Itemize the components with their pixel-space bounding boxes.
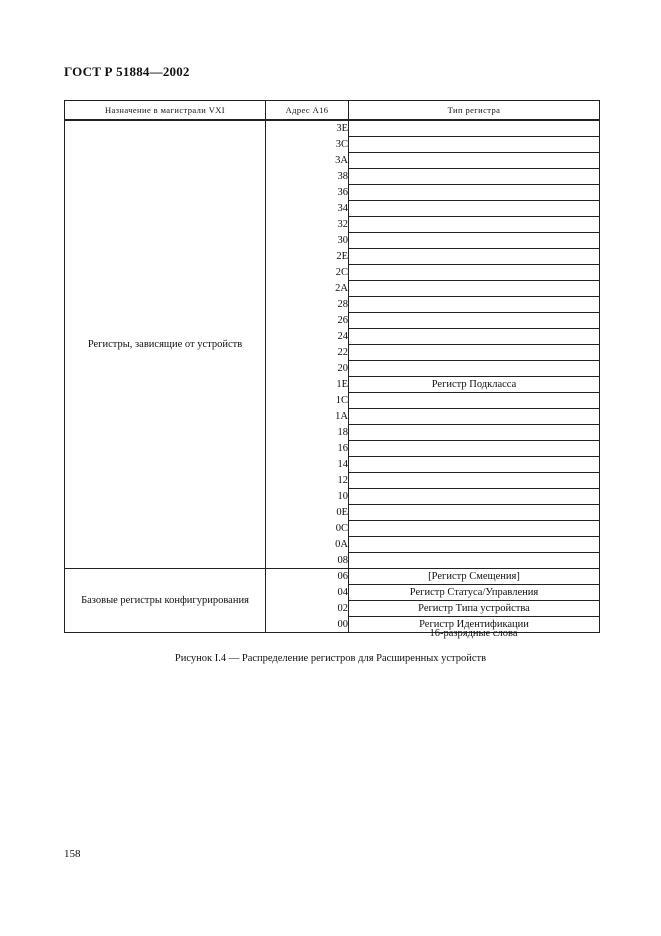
- column-header-purpose: Назначение в магистрали VXI: [65, 101, 266, 121]
- register-type-cell: [349, 329, 600, 345]
- address-cell: 26: [266, 313, 349, 329]
- address-cell: 2C: [266, 265, 349, 281]
- address-cell: 06: [266, 569, 349, 585]
- register-type-cell: Регистр Подкласса: [349, 377, 600, 393]
- address-cell: 08: [266, 553, 349, 569]
- address-cell: 00: [266, 617, 349, 633]
- register-type-cell: [349, 233, 600, 249]
- table-row: [65, 569, 600, 585]
- table-body: [65, 120, 600, 633]
- address-cell: 0A: [266, 537, 349, 553]
- address-cell: 38: [266, 169, 349, 185]
- register-type-cell: Регистр Идентификации: [349, 617, 600, 633]
- address-cell: 36: [266, 185, 349, 201]
- register-type-cell: [349, 457, 600, 473]
- register-type-cell: [349, 169, 600, 185]
- address-cell: 28: [266, 297, 349, 313]
- page-number: 158: [64, 848, 81, 860]
- register-group-purpose: Регистры, зависящие от устройств: [65, 120, 266, 569]
- register-type-cell: [349, 489, 600, 505]
- address-cell: 0E: [266, 505, 349, 521]
- table-header-row: [65, 101, 600, 121]
- address-cell: 30: [266, 233, 349, 249]
- register-type-cell: Регистр Типа устройства: [349, 601, 600, 617]
- register-type-cell: Регистр Статуса/Управления: [349, 585, 600, 601]
- address-cell: 1A: [266, 409, 349, 425]
- register-table: [64, 100, 600, 633]
- address-cell: 24: [266, 329, 349, 345]
- address-cell: 2A: [266, 281, 349, 297]
- address-cell: 12: [266, 473, 349, 489]
- register-type-cell: [349, 153, 600, 169]
- address-cell: 02: [266, 601, 349, 617]
- register-type-cell: [349, 201, 600, 217]
- register-type-cell: [Регистр Смещения]: [349, 569, 600, 585]
- register-type-cell: [349, 505, 600, 521]
- address-cell: 3E: [266, 120, 349, 137]
- register-type-cell: [349, 249, 600, 265]
- register-type-cell: [349, 473, 600, 489]
- address-cell: 3C: [266, 137, 349, 153]
- register-type-cell: [349, 313, 600, 329]
- address-cell: 04: [266, 585, 349, 601]
- address-cell: 32: [266, 217, 349, 233]
- address-cell: 22: [266, 345, 349, 361]
- register-group-purpose: Базовые регистры конфигурирования: [65, 569, 266, 633]
- word-size-note: 16-разрядные слова: [429, 628, 518, 639]
- register-type-cell: [349, 441, 600, 457]
- register-type-cell: [349, 137, 600, 153]
- register-type-cell: [349, 265, 600, 281]
- table-row: [65, 120, 600, 137]
- address-cell: 16: [266, 441, 349, 457]
- address-cell: 1C: [266, 393, 349, 409]
- address-cell: 14: [266, 457, 349, 473]
- address-cell: 3A: [266, 153, 349, 169]
- register-type-cell: [349, 345, 600, 361]
- address-cell: 20: [266, 361, 349, 377]
- address-cell: 34: [266, 201, 349, 217]
- register-type-cell: [349, 425, 600, 441]
- register-type-cell: [349, 553, 600, 569]
- register-type-cell: [349, 537, 600, 553]
- register-type-cell: [349, 409, 600, 425]
- register-type-cell: [349, 281, 600, 297]
- address-cell: 1E: [266, 377, 349, 393]
- address-cell: 0C: [266, 521, 349, 537]
- register-type-cell: [349, 185, 600, 201]
- register-type-cell: [349, 217, 600, 233]
- address-cell: 2E: [266, 249, 349, 265]
- column-header-address: Адрес А16: [266, 101, 349, 121]
- register-type-cell: [349, 521, 600, 537]
- register-type-cell: [349, 120, 600, 137]
- register-type-cell: [349, 361, 600, 377]
- column-header-register-type: Тип регистра: [349, 101, 600, 121]
- document-code: ГОСТ Р 51884—2002: [64, 64, 190, 79]
- address-cell: 18: [266, 425, 349, 441]
- register-type-cell: [349, 297, 600, 313]
- register-type-cell: [349, 393, 600, 409]
- figure-caption: Рисунок I.4 — Распределение регистров для Расширенных устройств: [174, 653, 487, 664]
- address-cell: 10: [266, 489, 349, 505]
